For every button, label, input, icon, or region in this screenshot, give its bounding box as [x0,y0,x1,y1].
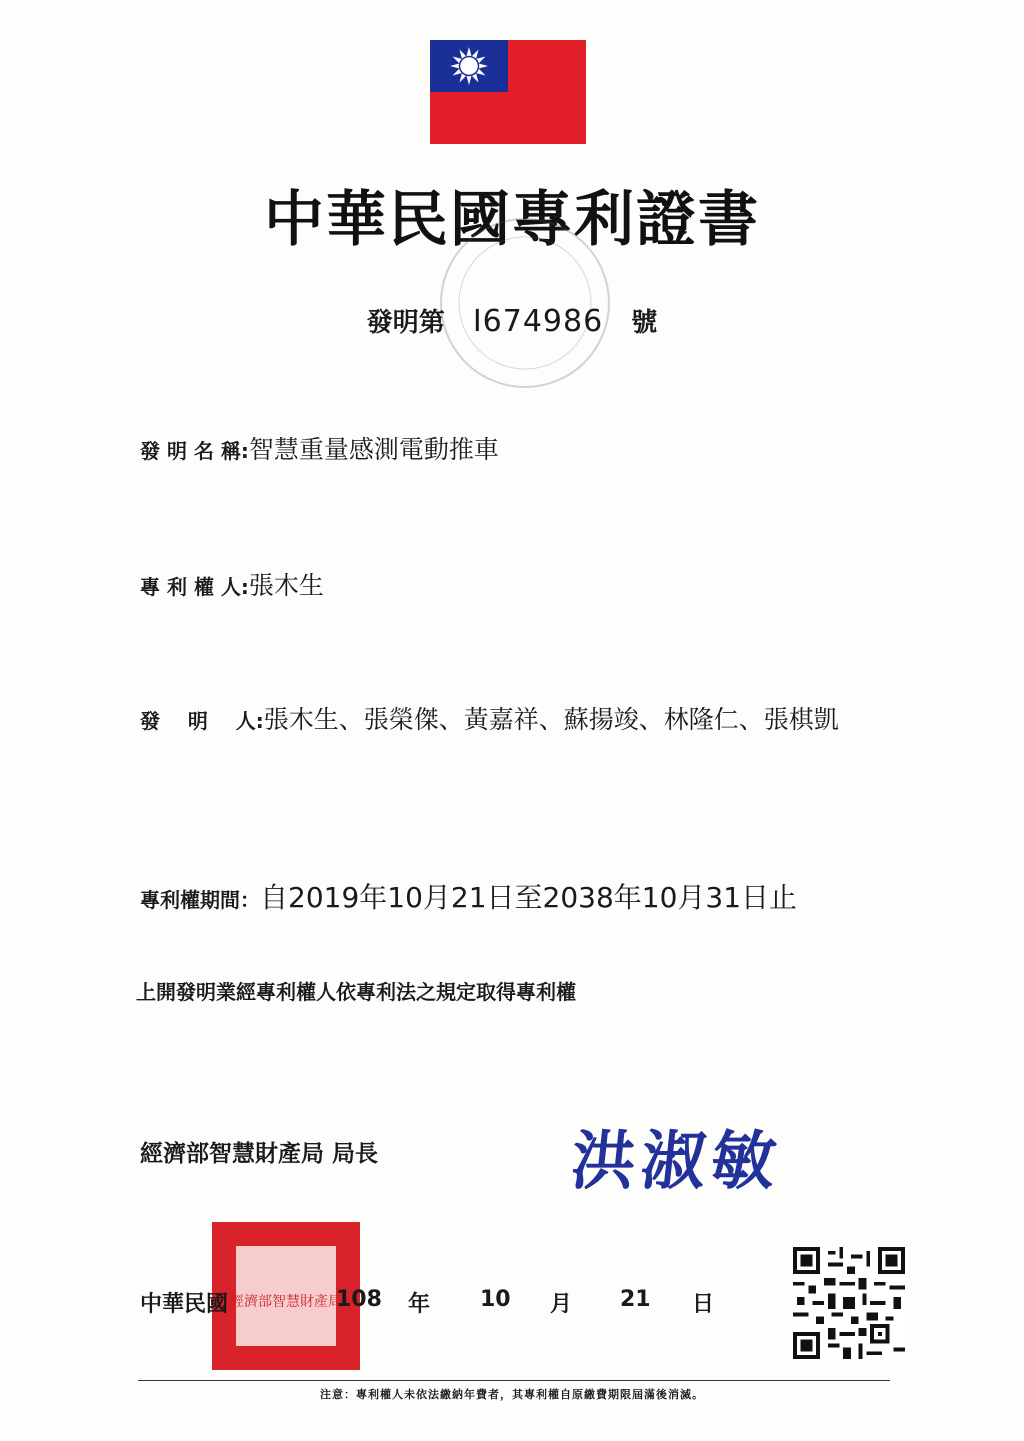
qr-code [792,1247,906,1359]
patent-number: I674986 [472,304,604,339]
date-day: 21 [620,1287,651,1312]
invention-title-field [140,430,499,466]
official-title: 經濟部智慧財產局 局長 [140,1141,379,1167]
patent-owner-label: 專 利 權 人: [140,575,249,599]
inventor-value: 張木生、張榮傑、黃嘉祥、蘇揚竣、林隆仁、張棋凱 [263,705,839,734]
number-prefix: 發明第 [366,308,445,338]
date-month: 10 [480,1287,511,1312]
patent-owner-value: 張木生 [248,571,324,600]
inventor-field [140,700,839,736]
grant-statement: 上開發明業經專利權人依專利法之規定取得專利權 [136,980,576,1004]
inventor-label: 發 明 人: [140,709,264,733]
patent-term-field [140,876,797,916]
footer-rule [138,1380,890,1381]
date-year: 108 [336,1287,382,1312]
patent-term-value: 自2019年10月21日至2038年10月31日止 [260,881,798,914]
certificate-title: 中華民國專利證書 [264,185,760,255]
patent-term-label: 專利權期間： [140,888,260,912]
director-signature: 洪淑敏 [567,1124,786,1199]
footer-note: 注意：專利權人未依法繳納年費者，其專利權自原繳費期限屆滿後消滅。 [320,1388,704,1401]
invention-title-value: 智慧重量感測電動推車 [248,435,499,464]
patent-owner-field [140,566,324,602]
date-day-unit: 日 [692,1292,715,1317]
svg-text:經濟部智慧財產局: 經濟部智慧財產局 [230,1294,342,1310]
date-month-unit: 月 [550,1292,573,1317]
patent-number-row [0,302,1024,339]
date-year-unit: 年 [408,1292,431,1317]
date-era: 中華民國 [140,1292,229,1317]
national-flag [430,40,586,144]
number-suffix: 號 [631,308,658,338]
invention-title-label: 發 明 名 稱: [140,439,249,463]
